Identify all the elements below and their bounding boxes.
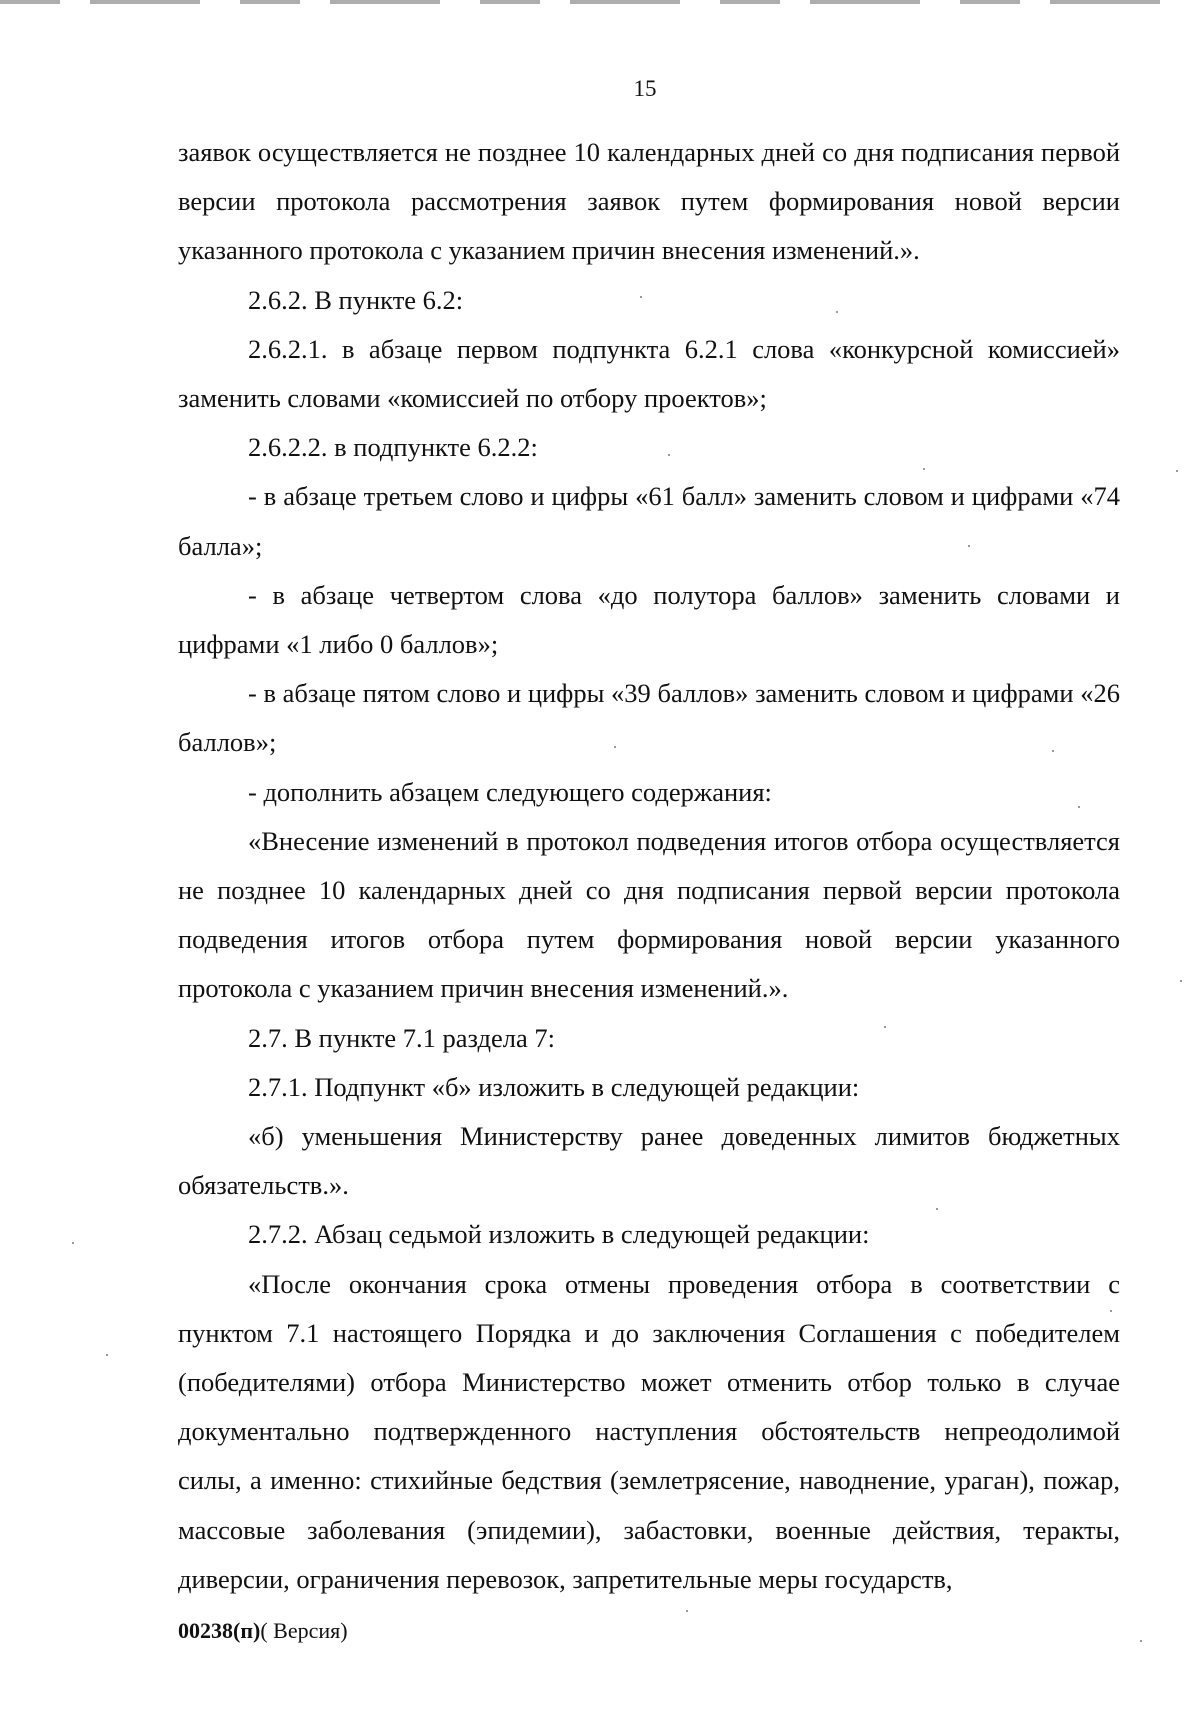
paragraph: 2.7.1. Подпункт «б» изложить в следующей редакции: — [248, 1071, 860, 1102]
scan-speck — [1110, 1310, 1112, 1312]
paragraph: «Внесение изменений в протокол подведения итогов отбора осуществляется не позднее 10 календарных дней со дня подписания первой версии протокола подведения итогов отбора путем формирования новой версии указанного протокола с указанием причин внесения изменений.». — [178, 825, 1120, 1004]
page-number: 15 — [633, 76, 657, 101]
paragraph: - дополнить абзацем следующего содержания: — [248, 776, 772, 807]
scan-speck — [668, 454, 670, 456]
paragraph: 2.6.2.2. в подпункте 6.2.2: — [248, 432, 538, 463]
paragraph: - в абзаце третьем слово и цифры «61 балл» заменить словом и цифрами «74 балла»; — [178, 481, 1120, 561]
scan-edge-artifact — [0, 0, 1200, 4]
paragraph: «б) уменьшения Министерству ранее доведенных лимитов бюджетных обязательств.». — [178, 1121, 1120, 1201]
document-code: 00238(п) — [178, 1618, 261, 1643]
paragraph: 2.6.2. В пункте 6.2: — [248, 284, 464, 315]
paragraph: - в абзаце четвертом слова «до полутора баллов» заменить словами и цифрами «1 либо 0 баллов»; — [178, 579, 1120, 660]
scan-speck — [1052, 750, 1054, 752]
paragraph: 2.7. В пункте 7.1 раздела 7: — [248, 1022, 556, 1053]
paragraph: - в абзаце пятом слово и цифры «39 баллов» заменить словом и цифрами «26 баллов»; — [178, 678, 1120, 758]
paragraph: «После окончания срока отмены проведения отбора в соответствии с пунктом 7.1 настоящего Порядка и до заключения Соглашения с победителем (победителями) отбора Министерство может отменить отбор только в случае документально подтвержденного наступления обстоятельств непреодолимой силы, а именно: стихийные бедствия (землетрясение, наводнение, ураган), пожар, массовые заболевания (эпидемии), забастовки, военные действия, теракты, диверсии, ограничения перевозок, запретительные меры государств, — [178, 1268, 1120, 1594]
paragraph: 2.7.2. Абзац седьмой изложить в следующей редакции: — [248, 1219, 870, 1250]
scan-speck — [936, 1208, 938, 1210]
document-body — [178, 128, 1120, 1604]
scan-speck — [106, 1354, 108, 1356]
scan-speck — [614, 746, 616, 748]
scan-speck — [968, 545, 970, 547]
scan-speck — [1180, 980, 1182, 982]
version-label: ( Версия) — [260, 1618, 348, 1643]
scan-speck — [72, 1242, 74, 1244]
scan-speck — [686, 1610, 688, 1612]
scan-speck — [923, 468, 925, 470]
paragraph: заявок осуществляется не позднее 10 календарных дней со дня подписания первой версии протокола рассмотрения заявок путем формирования новой версии указанного протокола с указанием причин внесения изменений.». — [178, 137, 1120, 266]
scan-speck — [836, 311, 838, 313]
scan-speck — [1176, 470, 1178, 472]
scan-speck — [640, 296, 642, 298]
scan-speck — [1140, 1640, 1142, 1642]
paragraph: 2.6.2.1. в абзаце первом подпункта 6.2.1 слова «конкурсной комиссией» заменить словами «комиссией по отбору проектов»; — [178, 333, 1120, 414]
document-footer-code — [178, 1618, 348, 1644]
scan-speck — [884, 1026, 886, 1028]
scan-speck — [1078, 806, 1080, 808]
